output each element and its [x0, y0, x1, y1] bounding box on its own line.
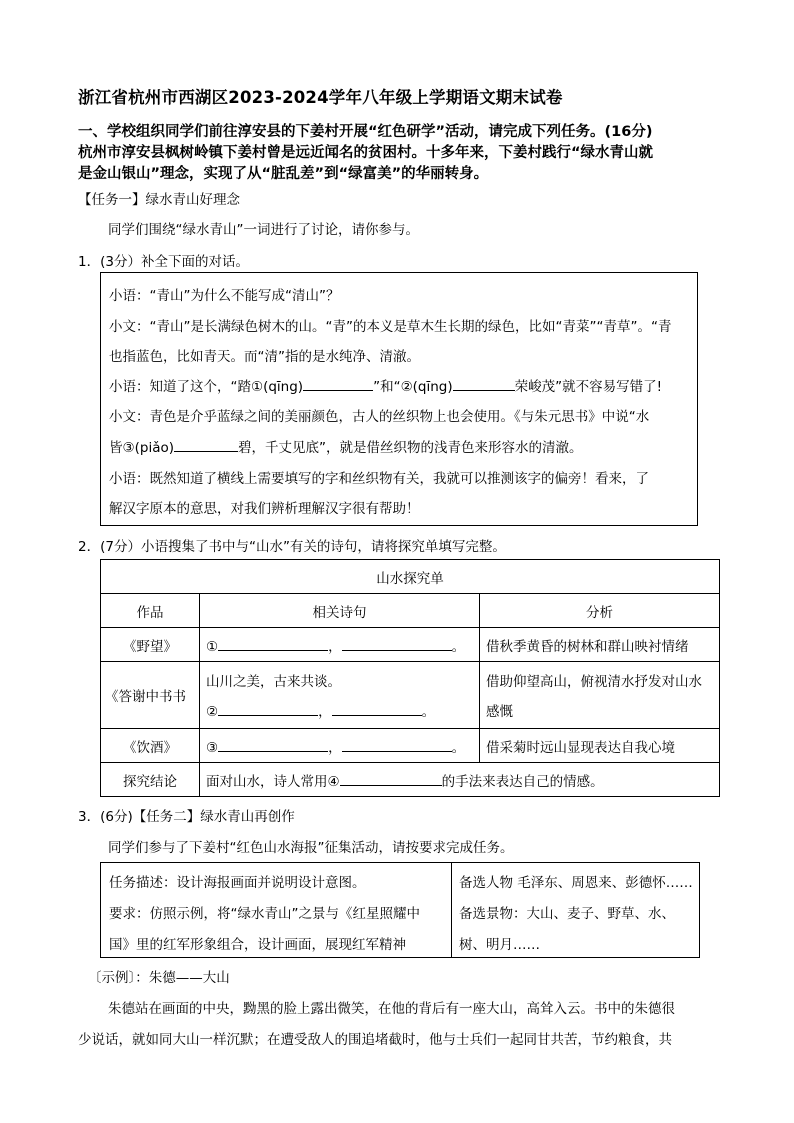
example-line: 少说话，就如同大山一样沉默；在遭受敌人的围追堵截时，他与士兵们一起同甘共苦，节约粮食，共 — [78, 1032, 672, 1048]
dialogue-text: 碧，千丈见底”，就是借丝织物的浅青色来形容水的清澈。 — [238, 440, 583, 456]
poem-cell — [200, 729, 480, 763]
blank-marker: ③ — [206, 739, 219, 756]
dialogue-line: 也指蓝色，比如青天。而“清”指的是水纯净、清澈。 — [109, 349, 420, 365]
task-line: 要求：仿照示例，将“绿水青山”之景与《红星照耀中 — [109, 906, 420, 922]
poem-cell — [200, 628, 480, 662]
poem-cell — [200, 662, 480, 729]
table-header: 分析 — [480, 594, 720, 628]
box-divider — [451, 863, 452, 957]
section-intro-line-1: 杭州市淳安县枫树岭镇下姜村曾是远近闻名的贫困村。十多年来，下姜村践行“绿水青山就 — [78, 145, 654, 161]
poem-blank[interactable] — [218, 636, 328, 651]
dialogue-text: 皆③(piǎo) — [109, 440, 174, 456]
option-line: 树、明月…… — [459, 937, 540, 953]
conclusion-blank[interactable] — [340, 771, 442, 786]
analysis-line: 感慨 — [486, 704, 513, 720]
answer-blank-3[interactable] — [174, 437, 238, 452]
dialogue-line-with-blank — [109, 436, 583, 456]
punct: ， — [328, 638, 342, 655]
q3-desc: 同学们参与了下姜村“红色山水海报”征集活动，请按要求完成任务。 — [108, 840, 514, 856]
q3-label: 3．(6分)【任务二】绿水青山再创作 — [78, 809, 295, 825]
table-row — [101, 628, 720, 662]
poem-blank[interactable] — [332, 701, 422, 716]
q2-label: 2．(7分）小语搜集了书中与“山水”有关的诗句，请将探究单填写完整。 — [78, 539, 506, 555]
dialogue-line: 解汉字原本的意思，对我们辨析理解汉字很有帮助！ — [109, 501, 420, 517]
blank-marker: ② — [206, 704, 219, 720]
q1-label: 1．(3分）补全下面的对话。 — [78, 254, 249, 270]
task-line: 国》里的红军形象组合，设计画面，展现红军精神 — [109, 937, 406, 953]
table-row — [101, 763, 720, 797]
poem-blank[interactable] — [342, 737, 452, 752]
section-heading: 一、学校组织同学们前往淳安县的下姜村开展“红色研学”活动，请完成下列任务。(16分) — [78, 124, 653, 140]
table-row — [101, 662, 720, 729]
table-header: 作品 — [101, 594, 200, 628]
exam-title: 浙江省杭州市西湖区2023-2024学年八年级上学期语文期末试卷 — [78, 88, 563, 107]
analysis-cell — [480, 662, 720, 729]
conclusion-cell — [200, 763, 720, 797]
work-cell: 《野望》 — [101, 628, 200, 662]
dialogue-line: 小语：“青山”为什么不能写成“清山”？ — [109, 288, 340, 304]
table-header: 相关诗句 — [200, 594, 480, 628]
poem-line — [206, 700, 473, 720]
answer-blank-2[interactable] — [453, 376, 515, 391]
example-line: 朱德站在画面的中央，黝黑的脸上露出微笑，在他的背后有一座大山，高耸入云。书中的朱德很 — [108, 1001, 675, 1017]
dialogue-line-with-blanks — [109, 375, 662, 395]
section-intro-line-2: 是金山银山”理念，实现了从“脏乱差”到“绿富美”的华丽转身。 — [78, 166, 489, 182]
dialogue-line: 小语：既然知道了横线上需要填写的字和丝织物有关，我就可以推测该字的偏旁！看来，了 — [109, 471, 649, 487]
poem-line: 山川之美，古来共谈。 — [206, 674, 341, 690]
table-title: 山水探究单 — [101, 560, 720, 594]
answer-blank-1[interactable] — [303, 376, 373, 391]
poem-blank[interactable] — [218, 737, 328, 752]
option-line: 备选人物 毛泽东、周恩来、彭德怀…… — [459, 875, 693, 891]
conclusion-text: 的手法来表达自己的情感。 — [441, 773, 604, 790]
dialogue-text: ”和“②(qīng) — [373, 379, 453, 395]
dialogue-line: 小文：青色是介乎蓝绿之间的美丽颜色，古人的丝织物上也会使用。《与朱元思书》中说“水 — [109, 409, 650, 425]
work-cell: 《答谢中书书 — [101, 662, 200, 729]
conclusion-text: 面对山水，诗人常用④ — [206, 773, 340, 790]
work-cell: 《饮酒》 — [101, 729, 200, 763]
poster-task-box — [100, 862, 700, 958]
conclusion-label: 探究结论 — [101, 763, 200, 797]
analysis-cell: 借采菊时远山显现表达自我心境 — [480, 729, 720, 763]
blank-marker: ① — [206, 638, 219, 655]
dialogue-text: 小语：知道了这个，“踏①(qīng) — [109, 379, 304, 395]
shanshui-table — [100, 559, 720, 797]
dialogue-box — [100, 272, 698, 526]
dialogue-line: 小文：“青山”是长满绿色树木的山。“青”的本义是草木生长期的绿色，比如“青菜”“青草”。“青 — [109, 319, 672, 335]
task-line: 任务描述：设计海报画面并说明设计意图。 — [109, 875, 366, 891]
punct: 。 — [421, 704, 436, 720]
example-label: 〔示例〕：朱德——大山 — [88, 970, 230, 986]
punct: 。 — [451, 739, 466, 756]
punct: ， — [328, 739, 342, 756]
poem-blank[interactable] — [342, 636, 452, 651]
analysis-line: 借助仰望高山，俯视清水抒发对山水 — [486, 674, 702, 690]
punct: ， — [318, 704, 332, 720]
poem-blank[interactable] — [218, 701, 318, 716]
punct: 。 — [451, 638, 466, 655]
dialogue-text: 荣峻茂”就不容易写错了! — [514, 379, 663, 395]
analysis-cell: 借秋季黄昏的树林和群山映衬情绪 — [480, 628, 720, 662]
option-line: 备选景物：大山、麦子、野草、水、 — [459, 906, 675, 922]
task1-desc: 同学们围绕“绿水青山”一词进行了讨论，请你参与。 — [108, 222, 419, 238]
table-row — [101, 729, 720, 763]
task1-label: 【任务一】绿水青山好理念 — [78, 192, 240, 208]
